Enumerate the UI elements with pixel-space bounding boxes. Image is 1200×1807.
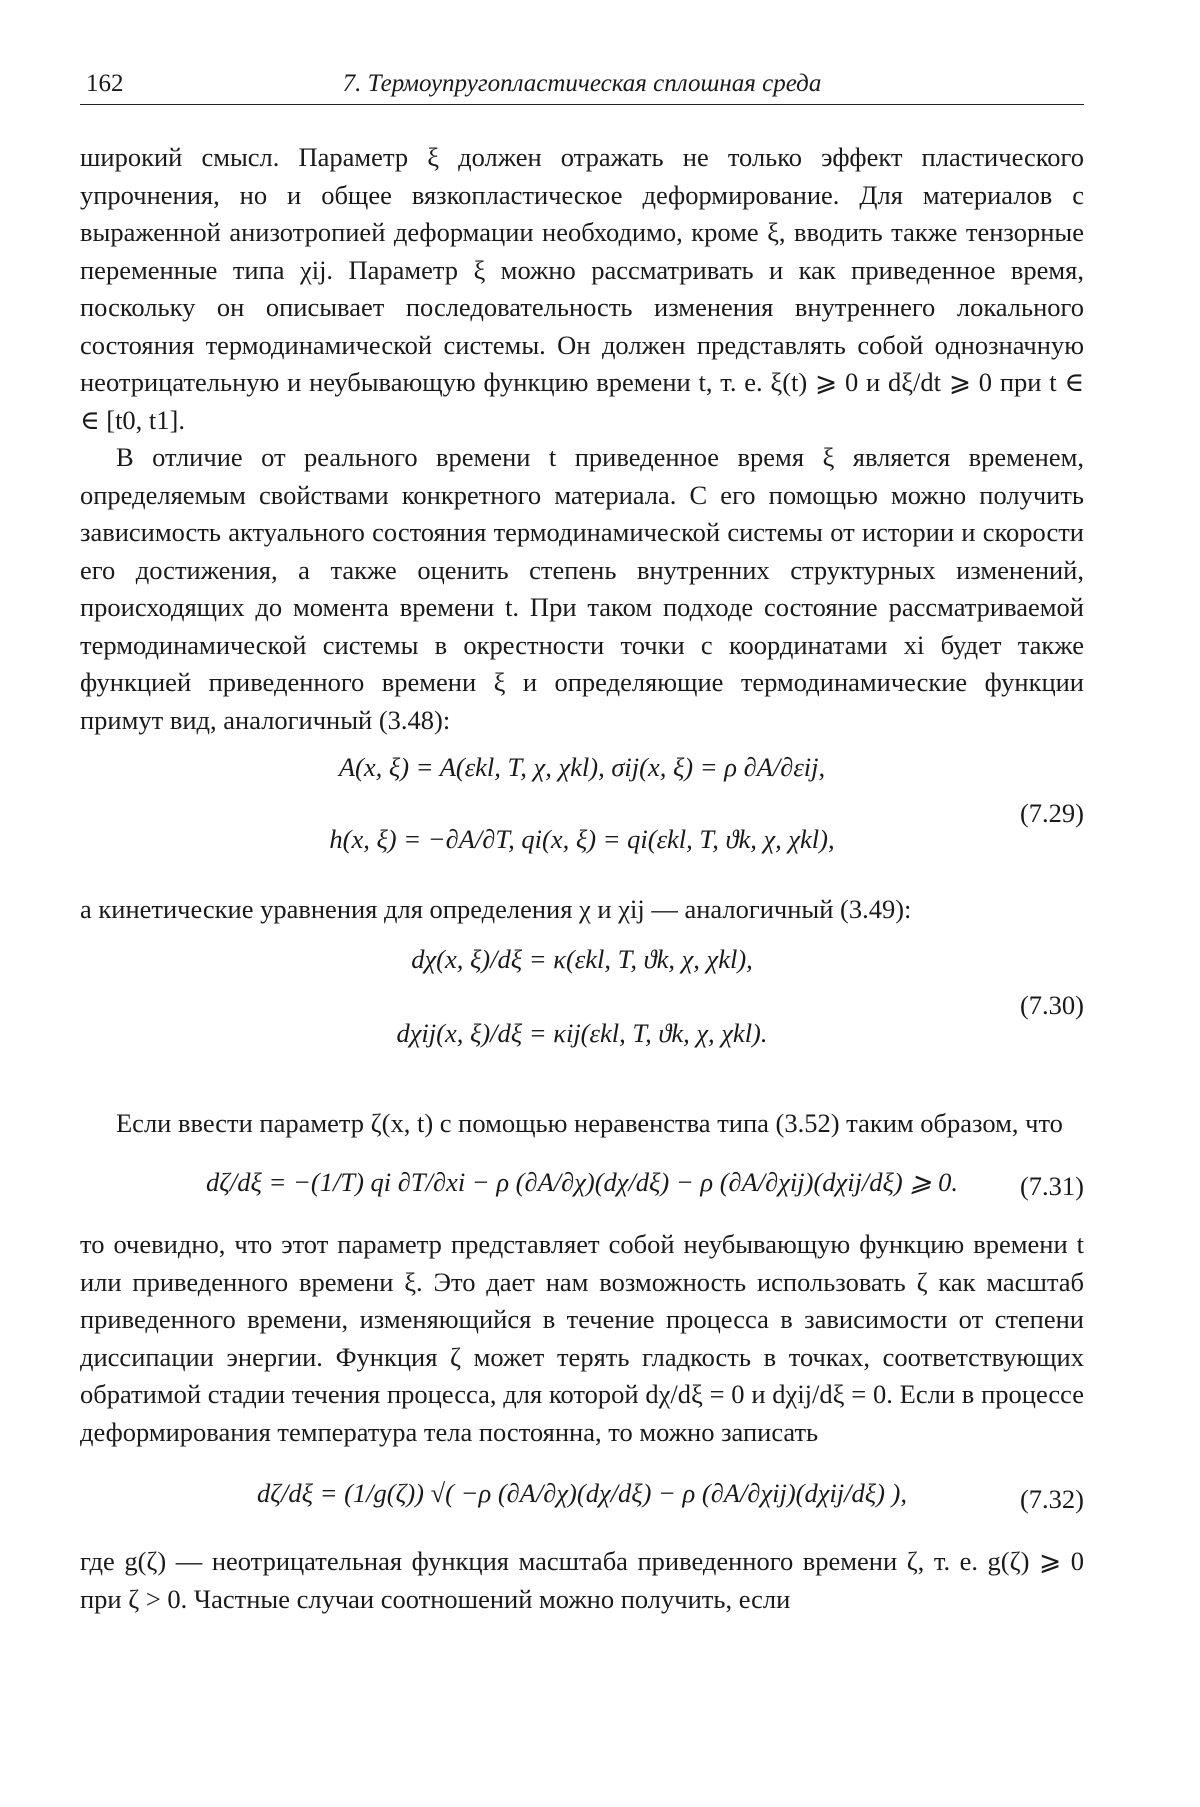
page-number: 162	[86, 70, 124, 97]
equation-number-7-30: (7.30)	[1019, 989, 1084, 1020]
equation-7-30-line-1: dχ(x, ξ)/dξ = κ(εkl, T, ϑk, χ, χkl),	[411, 943, 753, 974]
running-header	[80, 70, 1084, 105]
page-body	[80, 139, 1084, 1618]
paragraph-3: а кинетические уравнения для определения χ и χij — аналогичный (3.49):	[80, 894, 912, 924]
paragraph-1: широкий смысл. Параметр ξ должен отражать не только эффект пластического упрочнения, но и общее вязкопластическое деформирование. Для материалов с выраженной анизотропией деформации необходимо, кроме ξ, вводить также тензорные переменные типа χij. Параметр ξ можно рассматривать и как приведенное время, поскольку он описывает последовательность изменения внутреннего локального состояния термодинамической системы. Он должен представлять собой однозначную неотрицательную и неубывающую функцию времени t, т. е. ξ(t) ⩾ 0 и dξ/dt ⩾ 0 при t ∈ ∈ [t0, t1].	[80, 142, 1084, 435]
equation-7-29	[80, 739, 1084, 891]
paragraph-2: В отличие от реального времени t приведенное время ξ является временем, определяемым свойствами конкретного материала. С его помощью можно получить зависимость актуального состояния термодинамической системы от истории и скорости его достижения, а также оценить степень внутренних структурных изменений, происходящих до момента времени t. При таком подходе состояние рассматриваемой термодинамической системы в окрестности точки с координатами xi будет также функцией приведенного времени ξ и определяющие термодинамические функции примут вид, аналогичный (3.48):	[80, 442, 1084, 735]
equation-7-31	[80, 1150, 1084, 1226]
equation-7-31-body: dζ/dξ = −(1/T) qi ∂T/∂xi − ρ (∂A/∂χ)(dχ/dξ) − ρ (∂A/∂χij)(dχij/dξ) ⩾ 0.	[205, 1167, 959, 1197]
paragraph-4: Если ввести параметр ζ(x, t) с помощью неравенства типа (3.52) таким образом, что	[116, 1107, 1063, 1138]
book-page	[80, 70, 1084, 1618]
equation-7-29-line-1: A(x, ξ) = A(εkl, T, χ, χkl), σij(x, ξ) = ρ ∂A/∂εij,	[338, 752, 826, 782]
paragraph-5: то очевидно, что этот параметр представляет собой неубывающую функцию времени t или приведенного времени ξ. Это дает нам возможность использовать ζ как масштаб приведенного времени, изменяющийся в течение процесса в зависимости от степени диссипации энергии. Функция ζ может терять гладкость в точках, соответствующих обратимой стадии течения процесса, для которой dχ/dξ = 0 и dχij/dξ = 0. Если в процессе деформирования температура тела постоянна, то можно записать	[80, 1229, 1084, 1447]
equation-7-29-line-2: h(x, ξ) = −∂A/∂T, qi(x, ξ) = qi(εkl, T, ϑk, χ, χkl),	[329, 824, 835, 854]
paragraph-6: где g(ζ) — неотрицательная функция масштаба приведенного времени ζ, т. е. g(ζ) ⩾ 0 при ζ > 0. Частные случаи соотношений можно получить, если	[80, 1546, 1084, 1614]
equation-7-30-line-2: dχij(x, ξ)/dξ = κij(εkl, T, ϑk, χ, χkl).	[396, 1017, 768, 1048]
equation-7-30	[80, 935, 1084, 1091]
equation-number-7-29: (7.29)	[1019, 798, 1084, 828]
running-title: 7. Термоупругопластическая сплошная среда	[342, 70, 822, 97]
equation-number-7-31: (7.31)	[1019, 1171, 1084, 1201]
equation-7-32	[80, 1459, 1084, 1543]
equation-number-7-32: (7.32)	[1019, 1484, 1084, 1514]
equation-7-32-body: dζ/dξ = (1/g(ζ)) √( −ρ (∂A/∂χ)(dχ/dξ) − ρ (∂A/∂χij)(dχij/dξ) ),	[257, 1478, 907, 1508]
